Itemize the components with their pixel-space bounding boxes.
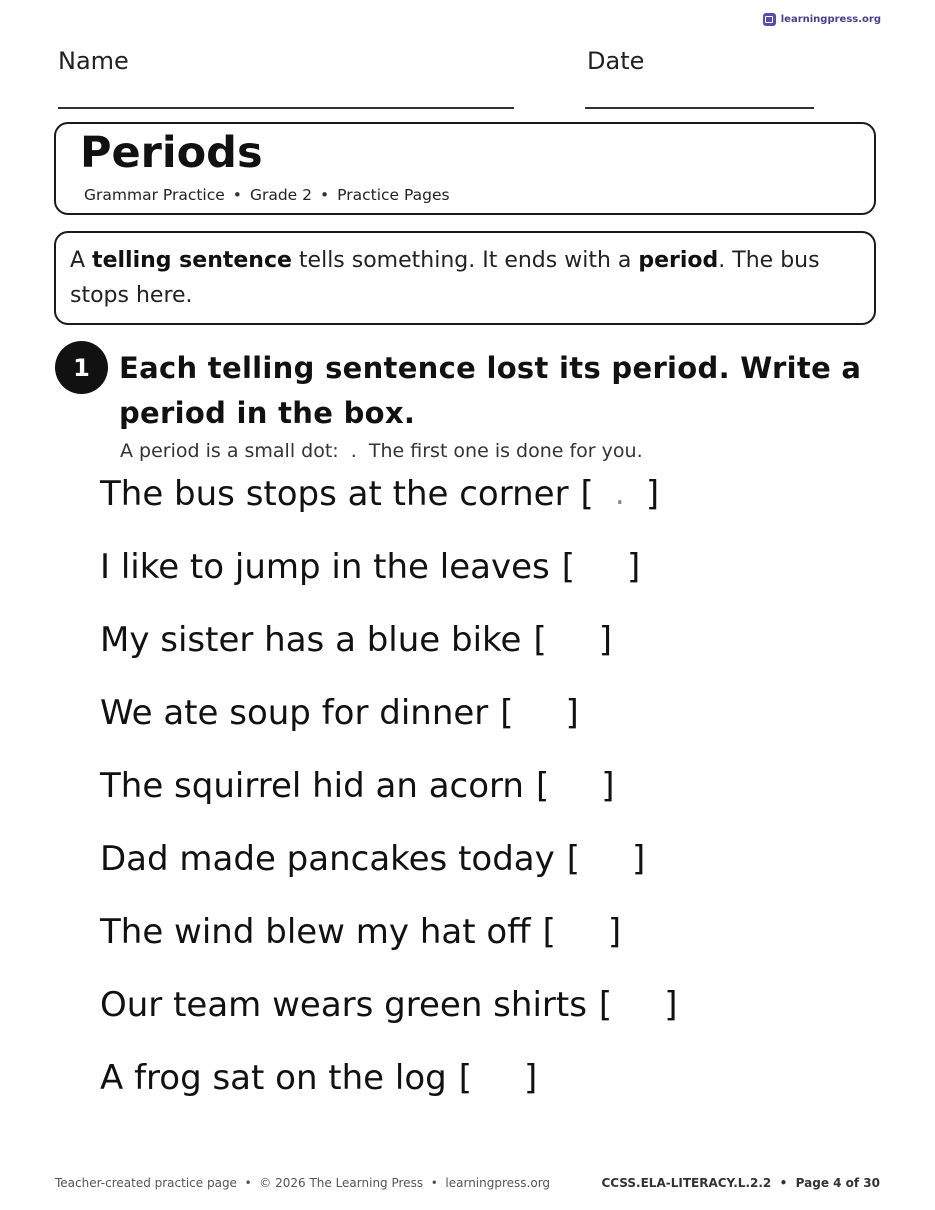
left-bracket: [ [500,693,514,733]
subtitle-separator: • [232,186,242,204]
subtitle-separator: • [320,186,330,204]
name-line[interactable] [58,107,514,109]
date-line[interactable] [585,107,814,109]
sentence-text: I like to jump in the leaves [100,547,550,587]
rule-text-part: tells something. It ends with a [291,248,639,273]
sentence-text: My sister has a blue bike [100,620,522,660]
left-bracket: [ [533,620,547,660]
sentence-item [100,766,615,806]
section-instruction: Each telling sentence lost its period. Write a period in the box. [119,351,862,430]
subtitle-type: Practice Pages [337,186,450,204]
rule-term-period: period [638,248,719,273]
sentence-item [100,1058,537,1098]
rule-text [70,243,860,313]
sentence-text: The squirrel hid an acorn [100,766,524,806]
left-bracket: [ [458,1058,473,1098]
sentence-text: Our team wears green shirts [100,985,587,1025]
name-label: Name [58,47,129,75]
right-bracket: ] [627,547,641,587]
subtitle-grade: Grade 2 [249,186,312,204]
left-bracket: [ [598,985,613,1025]
page-subtitle [84,186,450,204]
date-label: Date [587,47,645,75]
period-answer-box[interactable] [536,766,615,806]
period-answer-box[interactable] [567,839,646,879]
right-bracket: ] [601,766,615,806]
right-bracket: ] [598,620,612,660]
period-answer-box[interactable] [543,912,622,952]
answer-slot[interactable]: . [615,476,625,512]
left-bracket: [ [542,912,556,952]
page-title: Periods [80,128,263,178]
right-bracket: ] [607,912,622,952]
sentence-item [100,474,659,514]
rule-text-part: . The bus stops here. [70,248,820,308]
footer-page-info: CCSS.ELA-LITERACY.L.2.2 • Page 4 of 30 [601,1176,880,1190]
book-icon [763,13,776,26]
sentence-text: We ate soup for dinner [100,693,489,733]
sentence-item [100,547,640,587]
sentence-item [100,839,645,879]
rule-term-telling-sentence: telling sentence [92,248,292,273]
right-bracket: ] [664,985,678,1025]
period-answer-box[interactable] [562,547,641,587]
sentence-text: The bus stops at the corner [100,474,569,514]
subtitle-subject: Grammar Practice [84,186,225,204]
right-bracket: ] [565,693,579,733]
right-bracket: ] [645,474,660,514]
brand-logo[interactable] [763,13,881,26]
sentence-item [100,985,677,1025]
period-answer-box[interactable] [599,985,678,1025]
period-answer-box[interactable] [581,474,660,514]
sentence-text: The wind blew my hat off [100,912,531,952]
right-bracket: ] [632,839,646,879]
left-bracket: [ [580,474,594,514]
section-number-badge: 1 [55,341,108,394]
sentence-text: A frog sat on the log [100,1058,447,1098]
left-bracket: [ [535,766,550,806]
period-answer-box[interactable] [533,620,612,660]
period-answer-box[interactable] [500,693,579,733]
period-answer-box[interactable] [459,1058,538,1098]
section-hint: A period is a small dot: . The first one is done for you. [120,440,643,462]
brand-text: learningpress.org [780,14,881,25]
sentence-item [100,912,621,952]
sentence-text: Dad made pancakes today [100,839,555,879]
sentence-item [100,620,612,660]
footer-credit: Teacher-created practice page • © 2026 The Learning Press • learningpress.org [55,1176,551,1190]
right-bracket: ] [524,1058,538,1098]
sentence-item [100,693,579,733]
rule-text-part: A [70,248,93,273]
left-bracket: [ [566,839,581,879]
left-bracket: [ [561,547,576,587]
